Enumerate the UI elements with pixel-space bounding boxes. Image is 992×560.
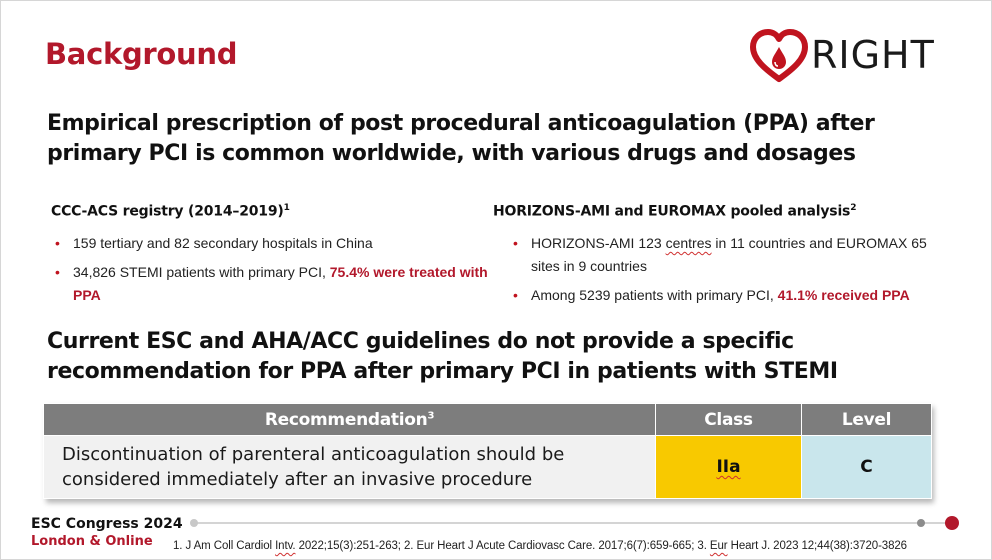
list-item xyxy=(51,232,491,255)
cell-class xyxy=(656,436,802,499)
ref-text: 1. J Am Coll Cardiol xyxy=(173,540,276,552)
list-item xyxy=(509,232,959,278)
table-header-row xyxy=(44,404,932,436)
left-heading-ref: 1 xyxy=(283,203,290,213)
progress-start-dot xyxy=(190,519,198,527)
logo-text: RIGHT xyxy=(811,33,935,77)
bullet-highlight: 41.1% received PPA xyxy=(777,287,910,303)
progress-mid-dot xyxy=(917,519,925,527)
progress-end-dot xyxy=(945,516,959,530)
header-recommendation-text: Recommendation xyxy=(264,409,428,430)
footer-location: London & Online xyxy=(31,534,153,549)
header-recommendation xyxy=(44,404,656,436)
right-column-heading xyxy=(493,203,856,220)
slide-title: Background xyxy=(45,37,238,71)
right-heading-ref: 2 xyxy=(850,203,857,213)
right-heading-text: HORIZONS-AMI and EUROMAX pooled analysis xyxy=(493,203,851,220)
headline-secondary: Current ESC and AHA/ACC guidelines do not provide a specific recommendation for PPA after primary PCI in patients with STEMI xyxy=(47,329,838,384)
ref-text: 2022;15(3):251-263; 2. Eur Heart J Acute Cardiovasc Care. 2017;6(7):659-665; 3. xyxy=(295,540,710,552)
bullet-text: in 11 countries and EUROMAX 65 sites in 9 countries xyxy=(531,235,927,274)
bullet-underlined: centres xyxy=(665,235,712,251)
bullet-highlight: 75.4% were treated with PPA xyxy=(73,264,488,303)
bullet-text: Among 5239 patients with primary PCI, xyxy=(531,287,778,303)
ref-underlined: Intv. xyxy=(275,540,296,552)
table-row xyxy=(44,436,932,499)
right-logo xyxy=(749,27,959,85)
headline-primary: Empirical prescription of post procedural anticoagulation (PPA) after primary PCI is common worldwide, with various drugs and dosages xyxy=(47,111,875,166)
footer-congress: ESC Congress 2024 xyxy=(31,516,183,532)
left-heading-text: CCC-ACS registry (2014–2019) xyxy=(51,203,284,220)
footer-progress-line xyxy=(197,522,951,524)
left-column-heading xyxy=(51,203,290,220)
cell-class-text: IIa xyxy=(716,457,741,477)
bullet-text: 34,826 STEMI patients with primary PCI, xyxy=(73,264,330,280)
list-item xyxy=(509,284,959,307)
bullet-text: HORIZONS-AMI 123 xyxy=(531,235,666,251)
header-level: Level xyxy=(802,404,932,436)
table xyxy=(43,403,932,499)
list-item xyxy=(51,261,491,307)
recommendation-table xyxy=(43,403,931,499)
footer-references xyxy=(173,540,907,552)
cell-recommendation: Discontinuation of parenteral anticoagulation should be considered immediately after an invasive procedure xyxy=(44,436,656,499)
header-class: Class xyxy=(656,404,802,436)
right-bullet-list xyxy=(509,232,959,313)
bullet-text: 159 tertiary and 82 secondary hospitals in China xyxy=(73,235,373,251)
ref-underlined: Eur xyxy=(709,540,728,552)
ref-text: Heart J. 2023 12;44(38):3720-3826 xyxy=(727,540,907,552)
header-recommendation-ref: 3 xyxy=(427,409,435,421)
cell-level: C xyxy=(802,436,932,499)
heart-drop-icon xyxy=(749,27,809,85)
left-bullet-list xyxy=(51,232,491,313)
